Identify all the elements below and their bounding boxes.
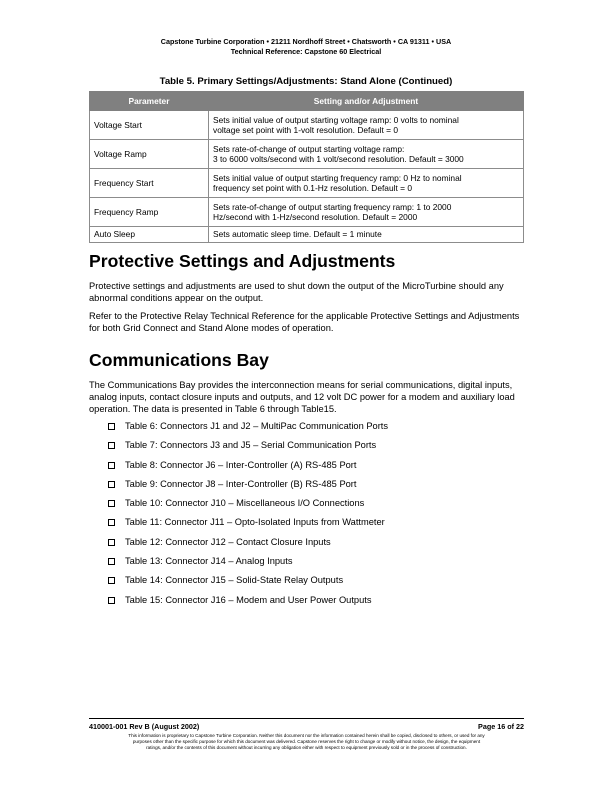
checkbox-bullet-icon [108,519,115,526]
section-heading-protective: Protective Settings and Adjustments [89,251,396,271]
parameter-cell: Voltage Start [90,111,209,140]
list-item [108,498,388,517]
table-row [90,227,524,243]
setting-cell [209,169,524,198]
table-row [90,198,524,227]
header-doc-title: Technical Reference: Capstone 60 Electrical [230,47,382,56]
table-row [90,169,524,198]
notice-line: ratings, and/or the contents of this document without incurring any obligation either with respect to equipment previously sold or in the process of construction. [146,745,467,750]
setting-cell [209,140,524,169]
footer-page-number: Page 16 of 22 [478,722,524,731]
setting-cell [209,198,524,227]
list-item-text: Table 6: Connectors J1 and J2 – MultiPac Communication Ports [125,421,389,431]
checkbox-bullet-icon [108,597,115,604]
list-item [108,575,388,594]
list-item-text: Table 15: Connector J16 – Modem and User Power Outputs [125,594,372,605]
checkbox-bullet-icon [108,481,115,488]
footer-divider [89,718,524,719]
list-item [108,517,388,536]
protective-paragraph-2: Refer to the Protective Relay Technical Reference for the applicable Protective Settings and Adjustments for both Grid Connect and Stand Alone modes of operation. [89,311,520,333]
list-item-text: Table 12: Connector J12 – Contact Closure Inputs [125,536,331,547]
parameter-cell: Frequency Ramp [90,198,209,227]
setting-line: 3 to 6000 volts/second with 1 volt/second resolution. Default = 3000 [213,154,464,164]
parameter-cell: Voltage Ramp [90,140,209,169]
list-item [108,537,388,556]
list-item [108,460,388,479]
footer-doc-id: 410001-001 Rev B (August 2002) [89,722,200,731]
table-row [90,140,524,169]
checkbox-bullet-icon [108,558,115,565]
list-item-text: Table 11: Connector J11 – Opto-Isolated Inputs from Wattmeter [125,517,385,528]
table-row [90,111,524,140]
list-item-text: Table 8: Connector J6 – Inter-Controller (A) RS-485 Port [125,459,357,470]
list-item [108,556,388,575]
list-item [108,479,388,498]
table-reference-list [108,421,388,614]
setting-line: Sets initial value of output starting frequency ramp: 0 Hz to nominal [213,172,462,183]
table-header-row [90,92,524,111]
list-item [108,421,388,440]
checkbox-bullet-icon [108,500,115,507]
column-header-parameter: Parameter [90,92,209,111]
communications-paragraph: The Communications Bay provides the interconnection means for serial communications, digital inputs, analog inputs, contact closure inputs and outputs, and 12 volt DC power for a modem and auxiliary load operation. The data is presented in Table 6 through Table15. [89,380,515,414]
notice-line: purposes other than the specific purpose for which this document was delivered. Capstone reserves the right to change or modify without notice, the design, the equipment [132,739,481,744]
setting-line: Hz/second with 1-Hz/second resolution. Default = 2000 [213,212,418,222]
table-caption: Table 5. Primary Settings/Adjustments: Stand Alone (Continued) [159,76,453,87]
header-address: Capstone Turbine Corporation • 21211 Nordhoff Street • Chatsworth • CA 91311 • USA [160,37,452,46]
setting-line: Sets initial value of output starting voltage ramp: 0 volts to nominal [213,114,459,125]
setting-line: Sets rate-of-change of output starting frequency ramp: 1 to 2000 [213,201,452,212]
checkbox-bullet-icon [108,423,115,430]
checkbox-bullet-icon [108,442,115,449]
parameter-cell: Frequency Start [90,169,209,198]
protective-paragraph-1: Protective settings and adjustments are used to shut down the output of the MicroTurbine should any abnormal conditions appear on the output. [89,281,504,303]
notice-line: This information is proprietary to Capstone Turbine Corporation. Neither this document nor the information contained herein shall be copied, disclosed to others, or used for any [128,733,485,738]
checkbox-bullet-icon [108,462,115,469]
list-item-text: Table 9: Connector J8 – Inter-Controller (B) RS-485 Port [125,478,357,489]
checkbox-bullet-icon [108,577,115,584]
list-item-text: Table 13: Connector J14 – Analog Inputs [125,556,293,567]
list-item-text: Table 7: Connectors J3 and J5 – Serial Communication Ports [125,440,377,451]
setting-line: frequency set point with 0.1-Hz resolution. Default = 0 [213,183,413,193]
setting-cell [209,111,524,140]
page-header [0,37,612,57]
setting-line: voltage set point with 1-volt resolution. Default = 0 [213,125,399,135]
column-header-setting: Setting and/or Adjustment [209,92,524,111]
list-item [108,440,388,459]
settings-table [89,91,524,243]
list-item-text: Table 10: Connector J10 – Miscellaneous I/O Connections [125,498,365,509]
footer-proprietary-notice [89,733,524,751]
section-heading-communications: Communications Bay [89,350,269,370]
setting-line: Sets rate-of-change of output starting voltage ramp: [213,143,405,154]
list-item-text: Table 14: Connector J15 – Solid-State Relay Outputs [125,575,344,586]
setting-cell: Sets automatic sleep time. Default = 1 minute [209,227,524,243]
parameter-cell: Auto Sleep [90,227,209,243]
checkbox-bullet-icon [108,539,115,546]
list-item [108,595,388,614]
